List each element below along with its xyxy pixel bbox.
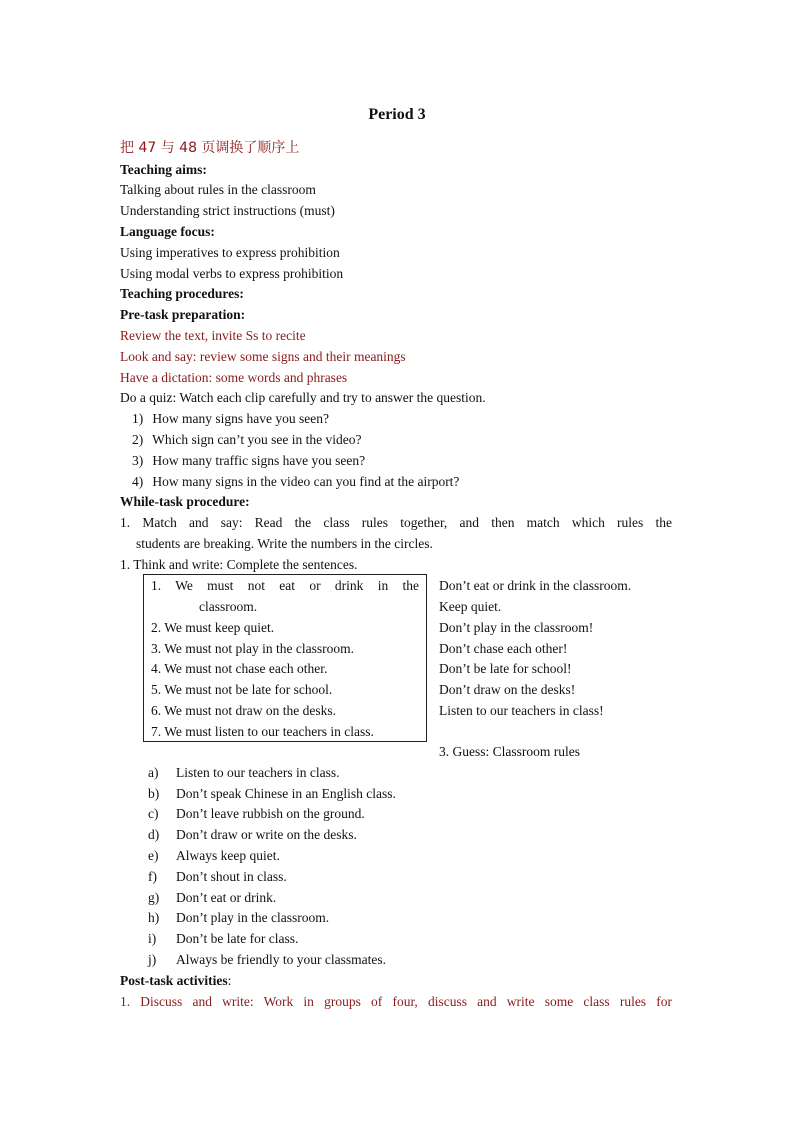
classroom-rule-item bbox=[148, 763, 339, 783]
quiz-question-text: How many traffic signs have you seen? bbox=[152, 453, 366, 468]
must-sentence-1b: classroom. bbox=[199, 599, 258, 614]
rule-text: Listen to our teachers in class. bbox=[176, 765, 340, 780]
rule-text: Don’t shout in class. bbox=[176, 869, 287, 884]
post-task-heading-text: Post-task activities bbox=[120, 973, 228, 988]
must-sentence: 5. We must not be late for school. bbox=[151, 682, 333, 697]
quiz-question-number: 3) bbox=[132, 453, 144, 468]
language-focus-1: Using imperatives to express prohibition bbox=[120, 245, 340, 260]
while-task-heading: While-task procedure: bbox=[120, 494, 250, 509]
must-sentence: 4. We must not chase each other. bbox=[151, 661, 328, 676]
imperative-rule: Don’t draw on the desks! bbox=[439, 682, 576, 697]
page-order-note: 把 47 与 48 页调换了顺序上 bbox=[120, 140, 300, 156]
classroom-rule-item bbox=[148, 804, 365, 824]
classroom-rule-item bbox=[148, 888, 276, 908]
teaching-procedures-heading: Teaching procedures: bbox=[120, 286, 244, 301]
rule-letter: h) bbox=[148, 910, 160, 925]
imperative-rule: Don’t chase each other! bbox=[439, 641, 568, 656]
rule-letter: f) bbox=[148, 869, 157, 884]
rule-text: Don’t draw or write on the desks. bbox=[176, 827, 357, 842]
rule-text: Don’t be late for class. bbox=[176, 931, 299, 946]
pre-task-dictation: Have a dictation: some words and phrases bbox=[120, 370, 348, 385]
post-task-heading-colon: : bbox=[227, 973, 232, 988]
quiz-question-text: Which sign can’t you see in the video? bbox=[152, 432, 362, 447]
quiz-question-text: How many signs have you seen? bbox=[152, 411, 329, 426]
classroom-rule-item bbox=[148, 950, 386, 970]
language-focus-heading: Language focus: bbox=[120, 224, 215, 239]
match-and-say-line-2: students are breaking. Write the numbers in the circles. bbox=[136, 536, 433, 551]
rule-text: Don’t leave rubbish on the ground. bbox=[176, 806, 365, 821]
classroom-rule-item bbox=[148, 929, 298, 949]
pre-task-review: Review the text, invite Ss to recite bbox=[120, 328, 306, 343]
match-and-say-line-1: 1. Match and say: Read the class rules together, and then match which rules the bbox=[120, 515, 672, 530]
must-sentence: 6. We must not draw on the desks. bbox=[151, 703, 337, 718]
imperative-rule: Don’t be late for school! bbox=[439, 661, 572, 676]
rule-letter: d) bbox=[148, 827, 160, 842]
must-sentence: 7. We must listen to our teachers in class. bbox=[151, 724, 374, 739]
discuss-and-write: 1. Discuss and write: Work in groups of four, discuss and write some class rules for bbox=[120, 994, 672, 1009]
quiz-question-number: 1) bbox=[132, 411, 144, 426]
classroom-rule-item bbox=[148, 908, 329, 928]
classroom-rule-item bbox=[148, 846, 280, 866]
classroom-rule-item bbox=[148, 825, 357, 845]
rule-text: Always be friendly to your classmates. bbox=[176, 952, 386, 967]
rule-letter: b) bbox=[148, 786, 160, 801]
rule-letter: j) bbox=[148, 952, 157, 967]
rule-letter: c) bbox=[148, 806, 159, 821]
rule-letter: a) bbox=[148, 765, 159, 780]
rule-text: Don’t speak Chinese in an English class. bbox=[176, 786, 396, 801]
rule-text: Always keep quiet. bbox=[176, 848, 280, 863]
quiz-question bbox=[132, 472, 459, 492]
must-sentence: 3. We must not play in the classroom. bbox=[151, 641, 355, 656]
quiz-question bbox=[132, 409, 329, 429]
rule-letter: e) bbox=[148, 848, 159, 863]
teaching-aims-heading: Teaching aims: bbox=[120, 162, 207, 177]
must-sentence: 2. We must keep quiet. bbox=[151, 620, 275, 635]
imperative-rule: Don’t play in the classroom! bbox=[439, 620, 594, 635]
quiz-question-number: 2) bbox=[132, 432, 144, 447]
think-and-write: 1. Think and write: Complete the sentences. bbox=[120, 557, 358, 572]
imperative-rule: Don’t eat or drink in the classroom. bbox=[439, 578, 632, 593]
classroom-rule-item bbox=[148, 867, 287, 887]
quiz-question-number: 4) bbox=[132, 474, 144, 489]
page-title: Period 3 bbox=[368, 106, 426, 123]
rule-text: Don’t play in the classroom. bbox=[176, 910, 330, 925]
post-task-heading bbox=[120, 971, 231, 991]
rule-letter: i) bbox=[148, 931, 157, 946]
pre-task-quiz: Do a quiz: Watch each clip carefully and try to answer the question. bbox=[120, 390, 486, 405]
rule-letter: g) bbox=[148, 890, 160, 905]
pre-task-look-and-say: Look and say: review some signs and their meanings bbox=[120, 349, 406, 364]
quiz-question bbox=[132, 430, 361, 450]
must-sentence-1a: 1. We must not eat or drink in the bbox=[151, 578, 419, 593]
guess-classroom-rules: 3. Guess: Classroom rules bbox=[439, 744, 580, 759]
pre-task-heading: Pre-task preparation: bbox=[120, 307, 246, 322]
quiz-question-text: How many signs in the video can you find at the airport? bbox=[152, 474, 460, 489]
language-focus-2: Using modal verbs to express prohibition bbox=[120, 266, 344, 281]
quiz-question bbox=[132, 451, 365, 471]
rule-text: Don’t eat or drink. bbox=[176, 890, 277, 905]
imperative-rule: Listen to our teachers in class! bbox=[439, 703, 604, 718]
classroom-rule-item bbox=[148, 784, 396, 804]
teaching-aim-2: Understanding strict instructions (must) bbox=[120, 203, 335, 218]
imperative-rule: Keep quiet. bbox=[439, 599, 502, 614]
teaching-aim-1: Talking about rules in the classroom bbox=[120, 182, 316, 197]
